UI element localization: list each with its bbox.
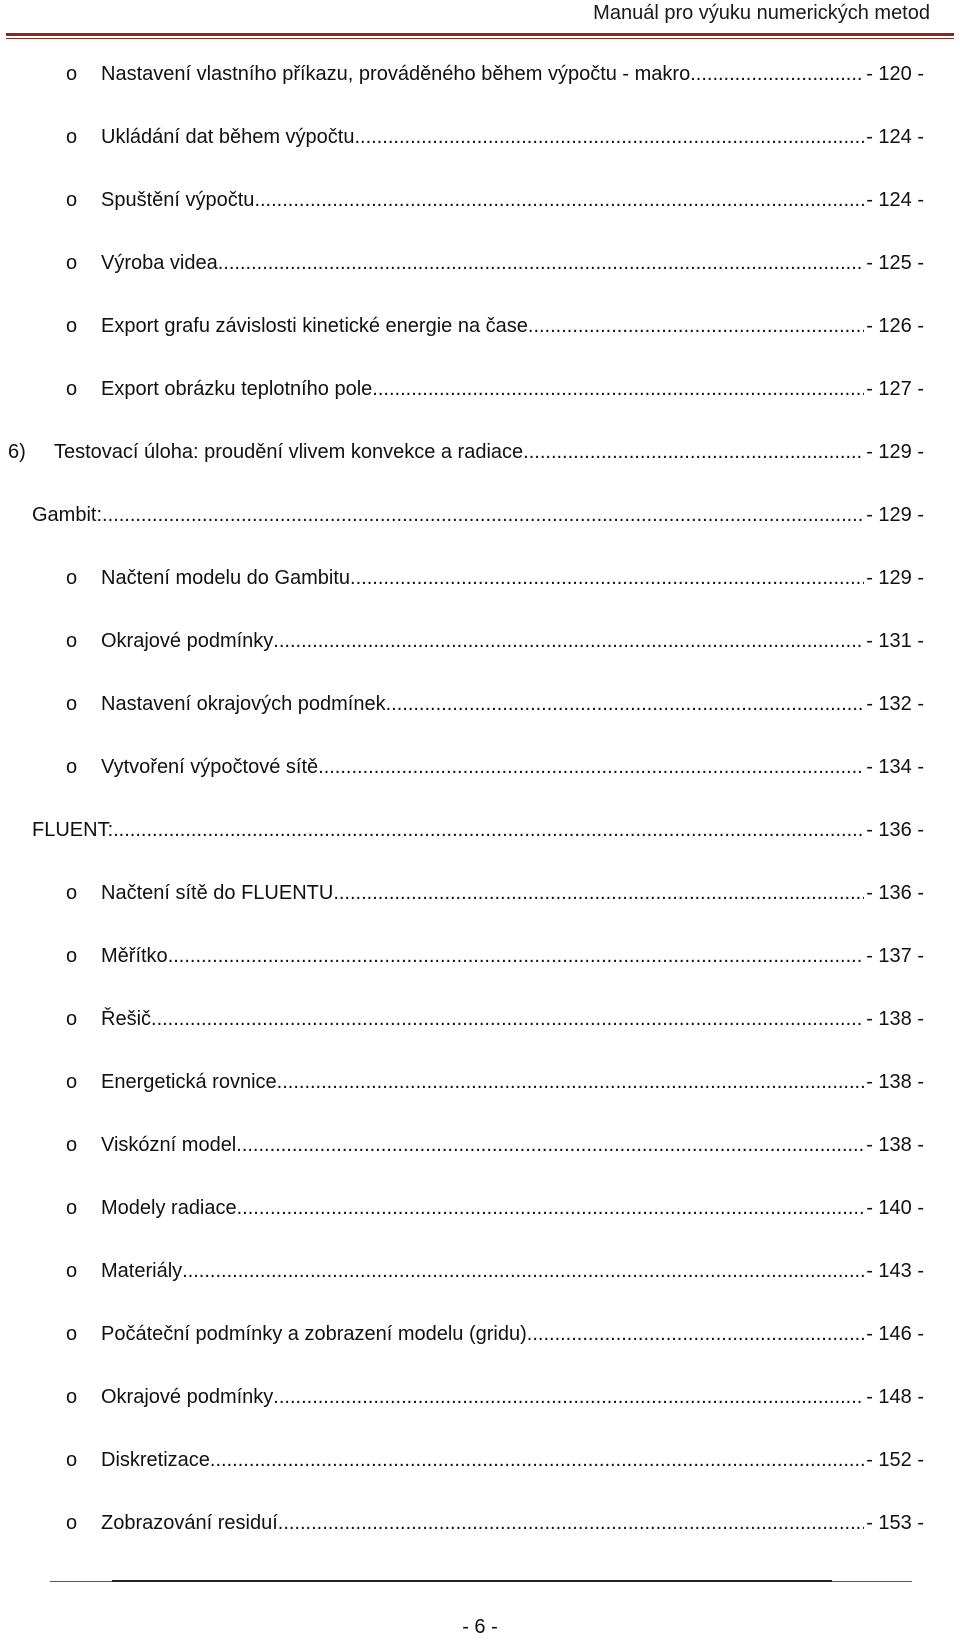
toc-bullet: o — [66, 945, 78, 967]
header-rule-thin — [6, 38, 954, 39]
toc-bullet: o — [66, 126, 78, 148]
toc-bullet: o — [66, 1260, 78, 1282]
toc-entry-title: Materiály — [101, 1260, 183, 1282]
toc-entry-title: Spuštění výpočtu — [101, 189, 255, 211]
toc-entry-title: Okrajové podmínky — [101, 630, 274, 652]
toc-leader-dots — [113, 817, 864, 843]
toc-entry[interactable] — [0, 1447, 960, 1510]
toc-entry[interactable] — [0, 565, 960, 628]
toc-entry[interactable] — [0, 1321, 960, 1384]
toc-entry[interactable] — [0, 943, 960, 1006]
toc-bullet: o — [66, 693, 78, 715]
toc-page-ref: - 136 - — [866, 882, 924, 904]
toc-page-ref: - 138 - — [866, 1008, 924, 1030]
toc-entry-title: Diskretizace — [101, 1449, 210, 1471]
toc-page-ref: - 138 - — [866, 1071, 924, 1093]
toc-bullet: o — [66, 63, 78, 85]
toc-leader-dots — [254, 187, 864, 213]
toc-entry-title: Vytvoření výpočtové sítě — [101, 756, 319, 778]
toc-leader-dots — [168, 943, 865, 969]
toc-leader-dots — [273, 1384, 864, 1410]
toc-entry-title: Načtení modelu do Gambitu — [101, 567, 351, 589]
toc-leader-dots — [273, 628, 864, 654]
toc-bullet: o — [66, 882, 78, 904]
toc-entry-title: Export grafu závislosti kinetické energie na čase — [101, 315, 528, 337]
toc-entry-title: Počáteční podmínky a zobrazení modelu (gridu) — [101, 1323, 527, 1345]
toc-page-ref: - 137 - — [866, 945, 924, 967]
toc-entry[interactable] — [0, 1069, 960, 1132]
toc-entry[interactable] — [0, 628, 960, 691]
toc-leader-dots — [318, 754, 864, 780]
toc-page-ref: - 143 - — [866, 1260, 924, 1282]
toc-entry[interactable] — [0, 754, 960, 817]
toc-leader-dots — [372, 376, 864, 402]
toc-leader-dots — [236, 1132, 864, 1158]
toc-entry[interactable] — [0, 1006, 960, 1069]
toc-entry[interactable] — [0, 1510, 960, 1573]
toc-entry[interactable] — [0, 502, 960, 565]
toc-leader-dots — [386, 691, 865, 717]
toc-page-ref: - 129 - — [866, 504, 924, 526]
page-number: - 6 - — [462, 1616, 498, 1638]
toc-page-ref: - 140 - — [866, 1197, 924, 1219]
toc-bullet: o — [66, 378, 78, 400]
page-header-title: Manuál pro výuku numerických metod — [593, 2, 930, 24]
toc-bullet: o — [66, 1134, 78, 1156]
toc-entry-title: Měřítko — [101, 945, 168, 967]
toc-entry-title: Testovací úloha: proudění vlivem konvekce a radiace — [54, 441, 524, 463]
toc-entry[interactable] — [0, 250, 960, 313]
toc-leader-dots — [523, 439, 864, 465]
toc-entry-title: Nastavení okrajových podmínek — [101, 693, 386, 715]
header-rule — [6, 33, 954, 36]
toc-leader-dots — [355, 124, 865, 150]
toc-entry[interactable] — [0, 880, 960, 943]
toc-bullet: o — [66, 252, 78, 274]
toc-leader-dots — [102, 502, 864, 528]
toc-bullet: o — [66, 1323, 78, 1345]
toc-bullet: o — [66, 1512, 78, 1534]
toc-entry[interactable] — [0, 376, 960, 439]
toc-entry[interactable] — [0, 1195, 960, 1258]
toc-entry-title: Načtení sítě do FLUENTU — [101, 882, 334, 904]
toc-bullet: o — [66, 630, 78, 652]
toc-leader-dots — [210, 1447, 864, 1473]
toc-page-ref: - 124 - — [866, 126, 924, 148]
toc-entry[interactable] — [0, 691, 960, 754]
toc-entry-title: FLUENT: — [32, 819, 114, 841]
toc-page-ref: - 127 - — [866, 378, 924, 400]
toc-page-ref: - 152 - — [866, 1449, 924, 1471]
toc-entry[interactable] — [0, 124, 960, 187]
toc-page-ref: - 136 - — [866, 819, 924, 841]
toc-page-ref: - 146 - — [866, 1323, 924, 1345]
toc-entry[interactable] — [0, 817, 960, 880]
toc-entry-title: Modely radiace — [101, 1197, 237, 1219]
toc-entry-title: Zobrazování residuí — [101, 1512, 278, 1534]
toc-entry[interactable] — [0, 313, 960, 376]
toc-entry-title: Gambit: — [32, 504, 103, 526]
toc-entry[interactable] — [0, 187, 960, 250]
toc-leader-dots — [528, 313, 864, 339]
toc-bullet: o — [66, 1386, 78, 1408]
toc-page-ref: - 125 - — [866, 252, 924, 274]
toc-bullet: o — [66, 756, 78, 778]
toc-entry-title: Řešič — [101, 1008, 152, 1030]
toc-leader-dots — [527, 1321, 864, 1347]
toc-leader-dots — [277, 1069, 865, 1095]
toc-leader-dots — [278, 1510, 864, 1536]
toc-leader-dots — [218, 250, 864, 276]
toc-leader-dots — [182, 1258, 864, 1284]
toc-entry[interactable] — [0, 1384, 960, 1447]
toc-leader-dots — [350, 565, 864, 591]
footer-rule-thick — [112, 1580, 832, 1582]
toc-leader-dots — [151, 1006, 864, 1032]
toc-bullet: o — [66, 1197, 78, 1219]
toc-bullet: o — [66, 189, 78, 211]
toc-page-ref: - 126 - — [866, 315, 924, 337]
toc-leader-dots — [690, 61, 864, 87]
toc-entry[interactable] — [0, 439, 960, 502]
footer-rule-end — [832, 1581, 912, 1582]
toc-chapter-number: 6) — [8, 441, 26, 463]
table-of-contents — [0, 61, 960, 1573]
toc-leader-dots — [333, 880, 864, 906]
toc-page-ref: - 132 - — [866, 693, 924, 715]
toc-page-ref: - 129 - — [866, 441, 924, 463]
toc-page-ref: - 124 - — [866, 189, 924, 211]
toc-entry[interactable] — [0, 1132, 960, 1195]
toc-bullet: o — [66, 1008, 78, 1030]
toc-bullet: o — [66, 1071, 78, 1093]
toc-page-ref: - 148 - — [866, 1386, 924, 1408]
toc-entry-title: Energetická rovnice — [101, 1071, 277, 1093]
toc-page-ref: - 129 - — [866, 567, 924, 589]
toc-entry-title: Okrajové podmínky — [101, 1386, 274, 1408]
toc-page-ref: - 153 - — [866, 1512, 924, 1534]
toc-page-ref: - 120 - — [866, 63, 924, 85]
toc-leader-dots — [237, 1195, 865, 1221]
toc-page-ref: - 138 - — [866, 1134, 924, 1156]
toc-entry-title: Ukládání dat během výpočtu — [101, 126, 355, 148]
toc-bullet: o — [66, 567, 78, 589]
toc-entry-title: Nastavení vlastního příkazu, prováděného během výpočtu - makro — [101, 63, 691, 85]
toc-page-ref: - 131 - — [866, 630, 924, 652]
toc-entry-title: Výroba videa — [101, 252, 218, 274]
toc-entry-title: Viskózní model — [101, 1134, 237, 1156]
toc-entry[interactable] — [0, 61, 960, 124]
toc-entry-title: Export obrázku teplotního pole — [101, 378, 373, 400]
toc-entry[interactable] — [0, 1258, 960, 1321]
toc-bullet: o — [66, 1449, 78, 1471]
toc-page-ref: - 134 - — [866, 756, 924, 778]
toc-bullet: o — [66, 315, 78, 337]
